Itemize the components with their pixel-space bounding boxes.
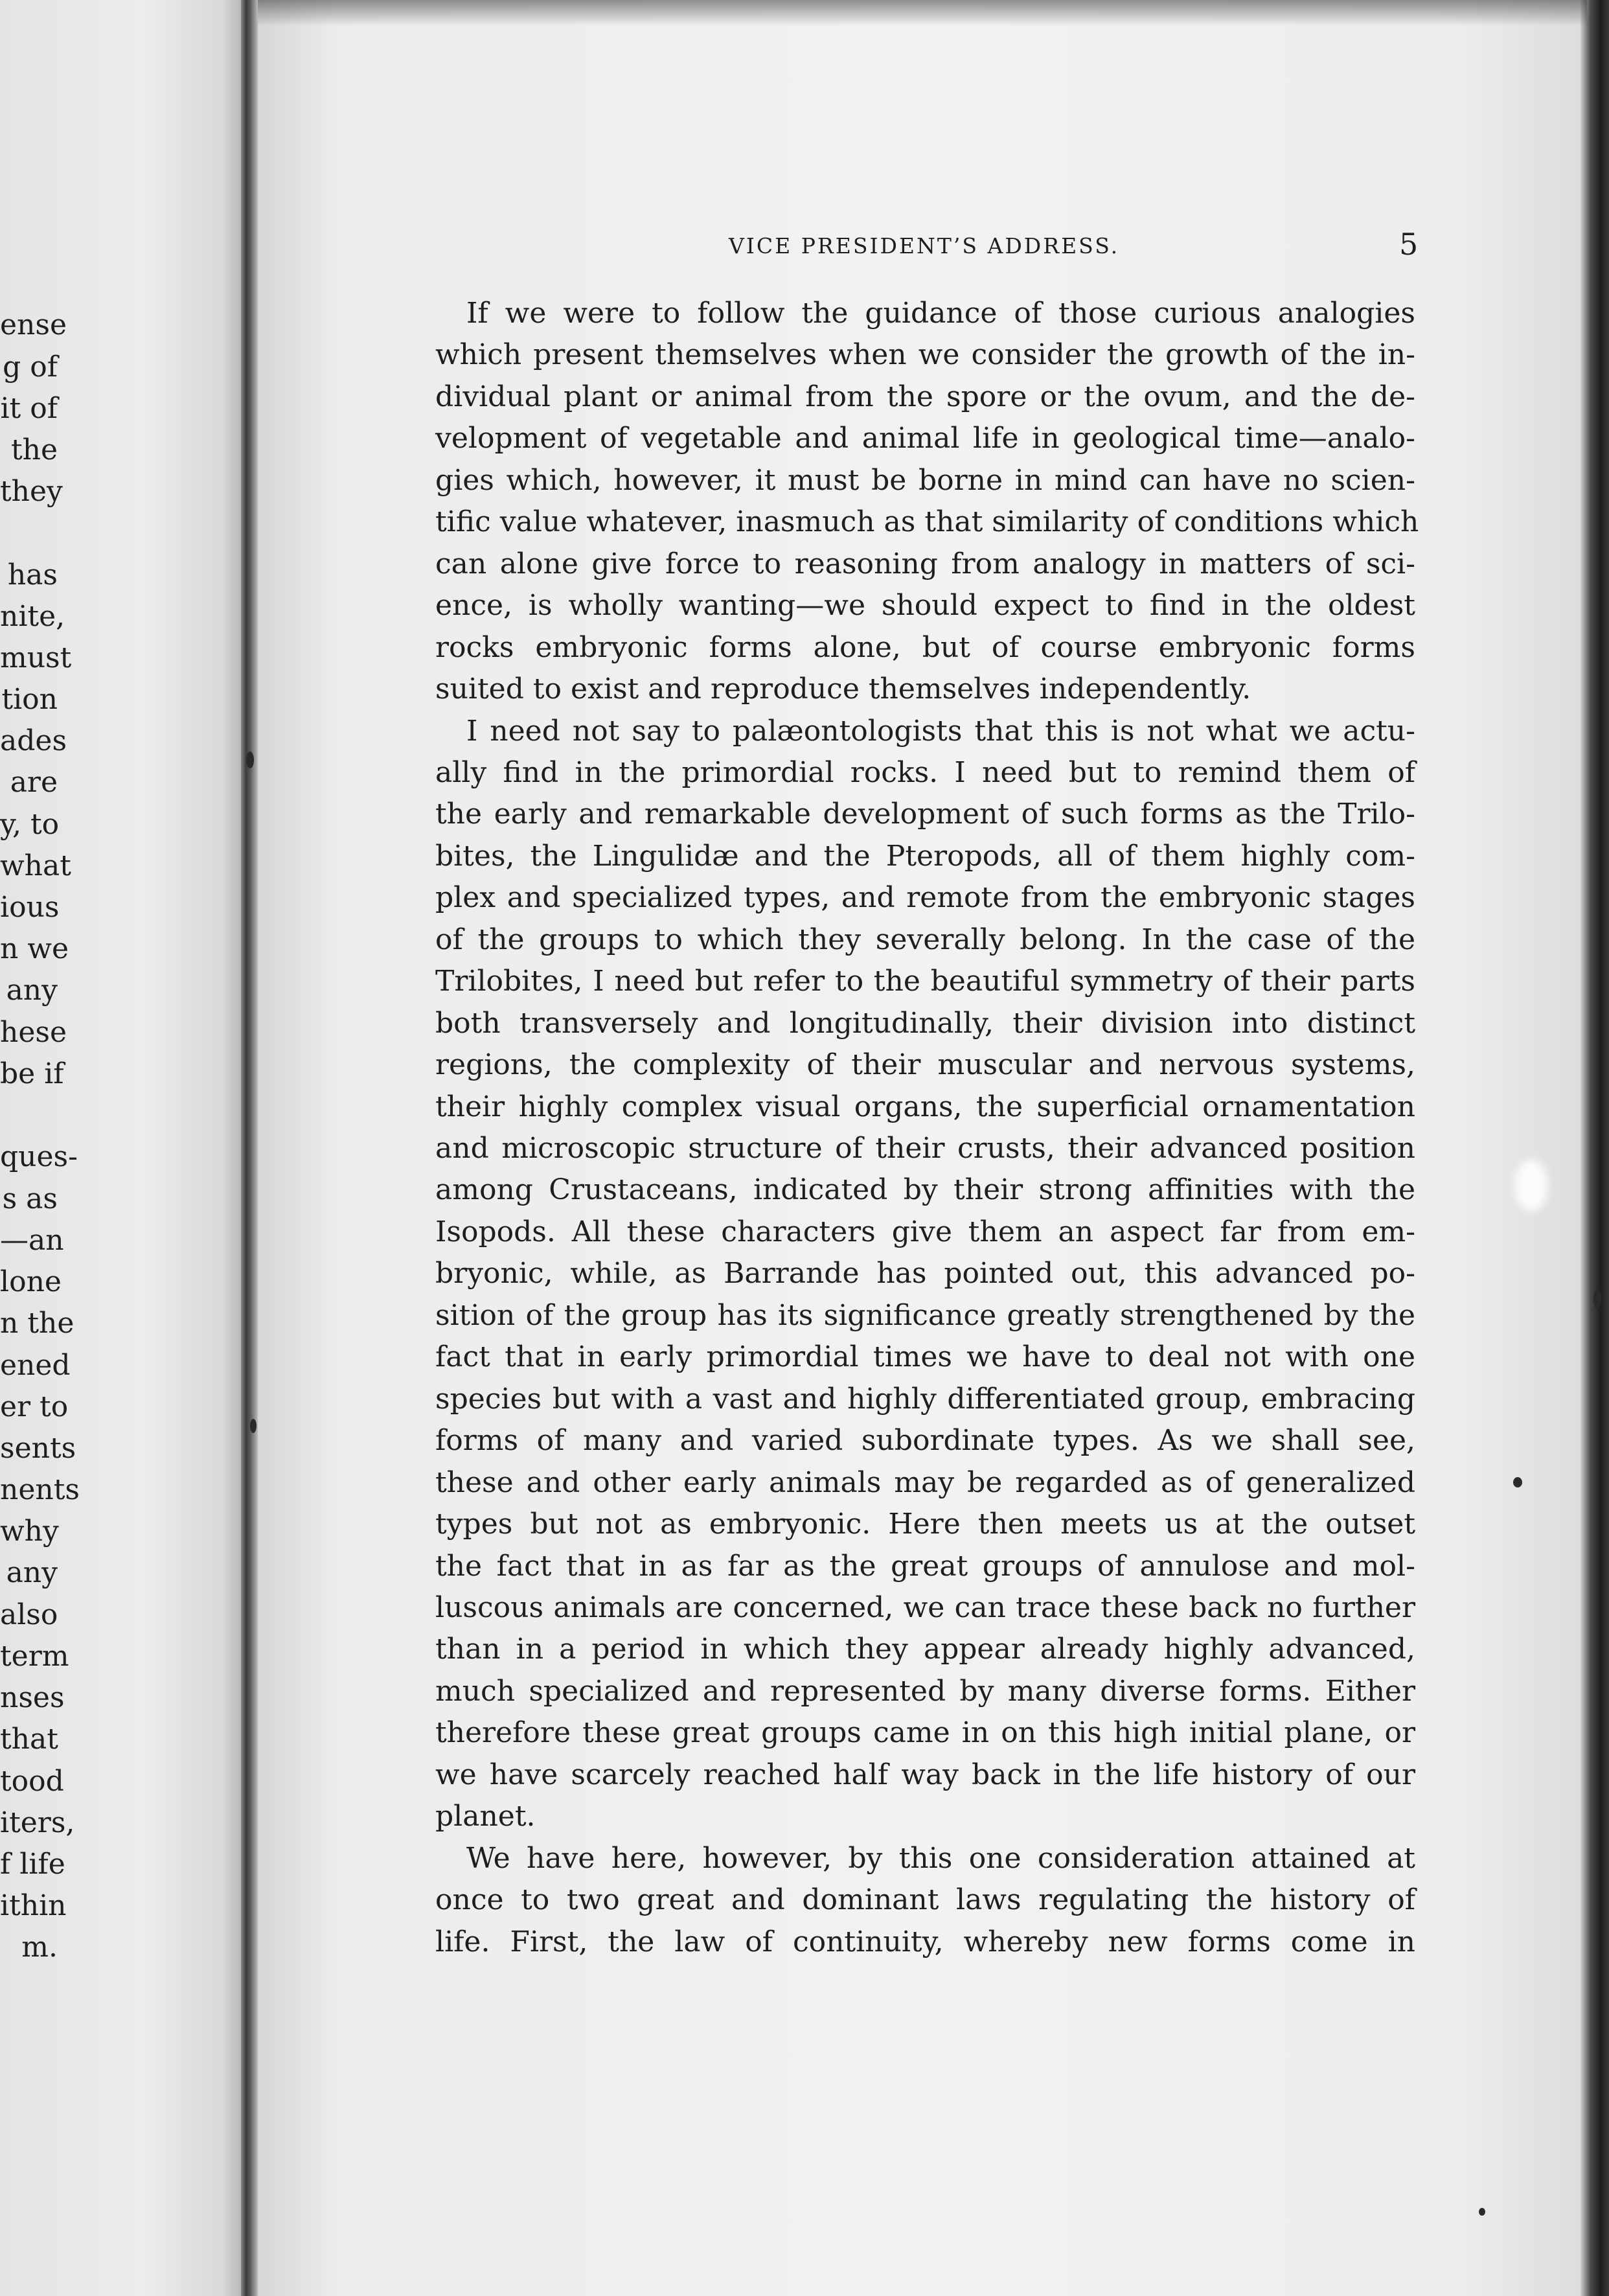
body-text-line: the early and remarkable development of such forms as the Trilo- xyxy=(435,798,1415,831)
running-head: VICE PRESIDENT’S ADDRESS. xyxy=(729,233,1120,258)
left-page-line-fragment: nents xyxy=(0,1473,80,1506)
left-page-line-fragment: nite, xyxy=(0,600,65,633)
left-page-line-fragment: any xyxy=(6,1556,58,1589)
left-page-line-fragment: f life xyxy=(0,1848,65,1881)
left-page-line-fragment: ious xyxy=(0,891,60,924)
left-page-line-fragment: sents xyxy=(0,1432,76,1465)
body-text-line: planet. xyxy=(435,1800,536,1833)
left-page-line-fragment: g of xyxy=(3,350,58,384)
left-page-line-fragment: —an xyxy=(0,1224,64,1257)
body-text-line: the fact that in as far as the great groups of annulose and mol- xyxy=(435,1550,1415,1583)
body-text-line: their highly complex visual organs, the superficial ornamentation xyxy=(435,1090,1415,1123)
book-gutter xyxy=(241,0,258,2296)
left-page-line-fragment: why xyxy=(0,1515,59,1548)
left-page-line-fragment: be if xyxy=(0,1057,64,1090)
body-text-line: once to two great and dominant laws regulating the history of xyxy=(435,1883,1415,1916)
top-edge-shadow xyxy=(258,0,1587,26)
body-text-line: bryonic, while, as Barrande has pointed out, this advanced po- xyxy=(435,1257,1415,1290)
body-text-line: than in a period in which they appear already highly advanced, xyxy=(435,1633,1415,1666)
left-page-line-fragment: iters, xyxy=(0,1806,75,1839)
scan-speck xyxy=(1479,2208,1485,2216)
page-edge-shadow xyxy=(1580,0,1609,2296)
body-text-line: ence, is wholly wanting—we should expect to find in the oldest xyxy=(435,589,1415,622)
left-page-line-fragment: ened xyxy=(0,1349,71,1382)
left-page-line-fragment: also xyxy=(0,1598,58,1631)
scan-speck xyxy=(1513,1477,1522,1487)
left-page-line-fragment: ithin xyxy=(0,1889,67,1922)
body-text-line: gies which, however, it must be borne in mind can have no scien- xyxy=(435,464,1415,497)
body-text-line: both transversely and longitudinally, their division into distinct xyxy=(435,1007,1415,1040)
body-text-line: If we were to follow the guidance of those curious analogies xyxy=(466,297,1415,330)
page-number: 5 xyxy=(1399,227,1419,262)
scan-speck xyxy=(246,752,254,768)
body-text-line: of the groups to which they severally belong. In the case of the xyxy=(435,923,1415,956)
left-page-line-fragment: it of xyxy=(0,392,58,425)
body-text-line: regions, the complexity of their muscular and nervous systems, xyxy=(435,1048,1415,1081)
left-page-line-fragment: er to xyxy=(0,1390,69,1423)
body-text-line: suited to exist and reproduce themselves independently. xyxy=(435,672,1251,706)
body-text-line: species but with a vast and highly differentiated group, embracing xyxy=(435,1383,1415,1416)
left-page-line-fragment: they xyxy=(0,475,63,508)
left-page-line-fragment: m. xyxy=(21,1931,58,1964)
body-text-line: luscous animals are concerned, we can trace these back no further xyxy=(435,1591,1415,1624)
left-page-line-fragment: that xyxy=(0,1723,58,1756)
body-text-line: forms of many and varied subordinate types. As we shall see, xyxy=(435,1424,1415,1457)
body-text-line: I need not say to palæontologists that this is not what we actu- xyxy=(466,715,1415,748)
left-page-line-fragment: the xyxy=(10,433,58,466)
body-text-line: we have scarcely reached half way back in the life history of our xyxy=(435,1758,1415,1791)
left-page-line-fragment: n the xyxy=(0,1307,74,1340)
body-text-line: these and other early animals may be regarded as of generalized xyxy=(435,1466,1415,1499)
body-text-line: Trilobites, I need but refer to the beautiful symmetry of their parts xyxy=(435,965,1415,998)
body-text-line: We have here, however, by this one consideration attained at xyxy=(466,1842,1415,1875)
body-text-line: dividual plant or animal from the spore or the ovum, and the de- xyxy=(435,380,1415,413)
body-text-line: therefore these great groups came in on this high initial plane, or xyxy=(435,1716,1415,1749)
left-page-line-fragment: ades xyxy=(0,724,67,757)
left-page-line-fragment: are xyxy=(10,766,58,799)
left-page-line-fragment: ques- xyxy=(0,1140,78,1173)
left-page-line-fragment: what xyxy=(0,849,71,882)
left-page-line-fragment: term xyxy=(0,1640,69,1673)
left-page-line-fragment: tood xyxy=(0,1765,64,1798)
body-text-line: much specialized and represented by many diverse forms. Either xyxy=(435,1675,1415,1708)
body-text-line: and microscopic structure of their crusts, their advanced position xyxy=(435,1132,1415,1165)
body-text-line: rocks embryonic forms alone, but of course embryonic forms xyxy=(435,631,1415,664)
left-page-line-fragment: any xyxy=(6,974,58,1007)
left-page-line-fragment: s as xyxy=(2,1182,58,1215)
left-page-line-fragment: y, to xyxy=(0,808,60,841)
body-text-line: which present themselves when we consider the growth of the in- xyxy=(435,338,1415,371)
left-page-line-fragment: ense xyxy=(0,308,67,341)
left-page-line-fragment: nses xyxy=(0,1681,65,1714)
paper-smudge xyxy=(1514,1160,1548,1211)
scan-speck xyxy=(1593,1289,1601,1309)
body-text-line: plex and specialized types, and remote from the embryonic stages xyxy=(435,881,1415,914)
left-page-line-fragment: n we xyxy=(0,932,69,965)
body-text-line: among Crustaceans, indicated by their strong affinities with the xyxy=(435,1173,1415,1206)
body-text-line: can alone give force to reasoning from analogy in matters of sci- xyxy=(435,547,1415,580)
scan-speck xyxy=(250,1419,257,1433)
left-page-line-fragment: lone xyxy=(0,1265,62,1298)
left-page-line-fragment: has xyxy=(7,558,58,591)
left-page-line-fragment: must xyxy=(0,641,72,674)
body-text-line: sition of the group has its significance greatly strengthened by the xyxy=(435,1299,1415,1332)
left-page-line-fragment: tion xyxy=(1,683,58,716)
body-text-line: velopment of vegetable and animal life in geological time—analo- xyxy=(435,422,1415,455)
left-page-line-fragment: hese xyxy=(0,1016,67,1049)
body-text-line: tific value whatever, inasmuch as that similarity of conditions which xyxy=(435,505,1419,538)
body-text-line: bites, the Lingulidæ and the Pteropods, all of them highly com- xyxy=(435,840,1415,873)
body-text-line: Isopods. All these characters give them an aspect far from em- xyxy=(435,1215,1415,1248)
body-text-line: types but not as embryonic. Here then meets us at the outset xyxy=(435,1508,1415,1541)
body-text-line: life. First, the law of continuity, whereby new forms come in xyxy=(435,1925,1415,1958)
body-text-line: ally find in the primordial rocks. I need but to remind them of xyxy=(435,756,1415,789)
body-text-line: fact that in early primordial times we have to deal not with one xyxy=(435,1340,1415,1373)
